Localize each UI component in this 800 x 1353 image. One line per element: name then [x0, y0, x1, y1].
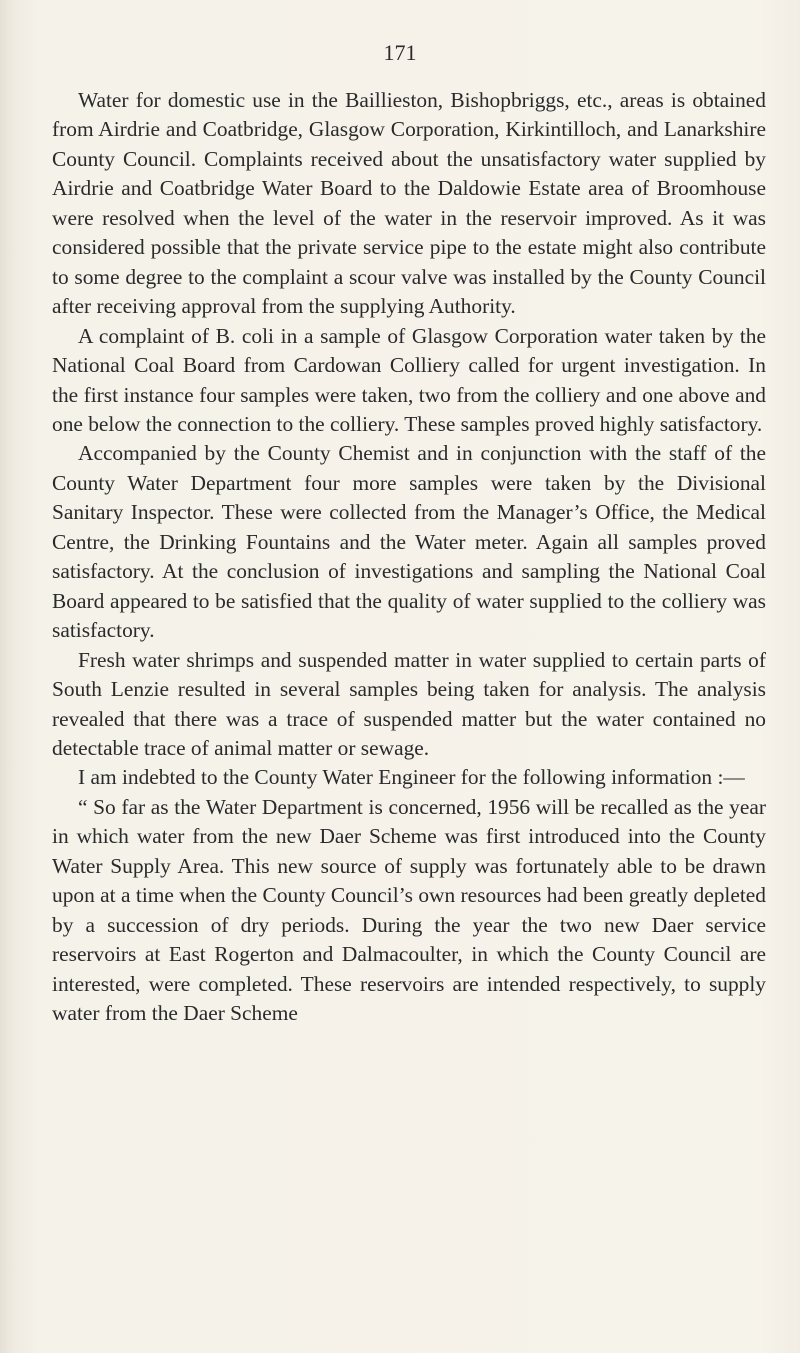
paragraph-daer-scheme-quote: “ So far as the Water Department is concerned, 1956 will be recalled as the year in which water from the new Daer Scheme was first introduced into the County Water Supply Area. This new source of supply was fortunately able to be drawn upon at a time when the County Council’s own resources had been greatly depleted by a succession of dry periods. During the year the two new Daer service reservoirs at East Rogerton and Dalmacoulter, in which the County Council are interested, were completed. These reservoirs are intended respectively, to supply water from the Daer Scheme: [52, 794, 766, 1026]
page-number: 171: [383, 40, 417, 65]
paragraph-water-engineer-intro: I am indebted to the County Water Engineer for the following information :—: [78, 765, 745, 790]
paragraph-baillieston-water-supply: Water for domestic use in the Baillieston, Bishopbriggs, etc., areas is obtained from Airdrie and Coatbridge, Glasgow Corporation, Kirkintilloch, and Lanarkshire County Council. Complaints received about the unsatisfactory water supplied by Airdrie and Coatbridge Water Board to the Daldowie Estate area of Broomhouse were resolved when the level of the water in the reservoir improved. As it was considered possible that the private service pipe to the estate might also contribute to some degree to the complaint a scour valve was installed by the County Council after receiving approval from the supplying Authority.: [52, 88, 766, 319]
paragraph-b-coli-complaint: A complaint of B. coli in a sample of Glasgow Corporation water taken by the National Coal Board from Cardowan Colliery called for urgent investigation. In the first instance four samples were taken, two from the colliery and one above and one below the connection to the colliery. These samples proved highly satisfactory.: [52, 323, 766, 436]
body-text: [52, 86, 766, 1029]
paragraph-further-samples: Accompanied by the County Chemist and in conjunction with the staff of the County Water Department four more samples were taken by the Divisional Sanitary Inspector. These were collected from the Manager’s Office, the Medical Centre, the Drinking Fountains and the Water meter. Again all samples proved satisfactory. At the conclusion of investigations and sampling the National Coal Board appeared to be satisfied that the quality of water supplied to the colliery was satisfactory.: [52, 441, 766, 643]
paragraph-south-lenzie-shrimps: Fresh water shrimps and suspended matter in water supplied to certain parts of South Lenzie resulted in several samples being taken for analysis. The analysis revealed that there was a trace of suspended matter but the water contained no detectable trace of animal matter or sewage.: [52, 647, 766, 760]
